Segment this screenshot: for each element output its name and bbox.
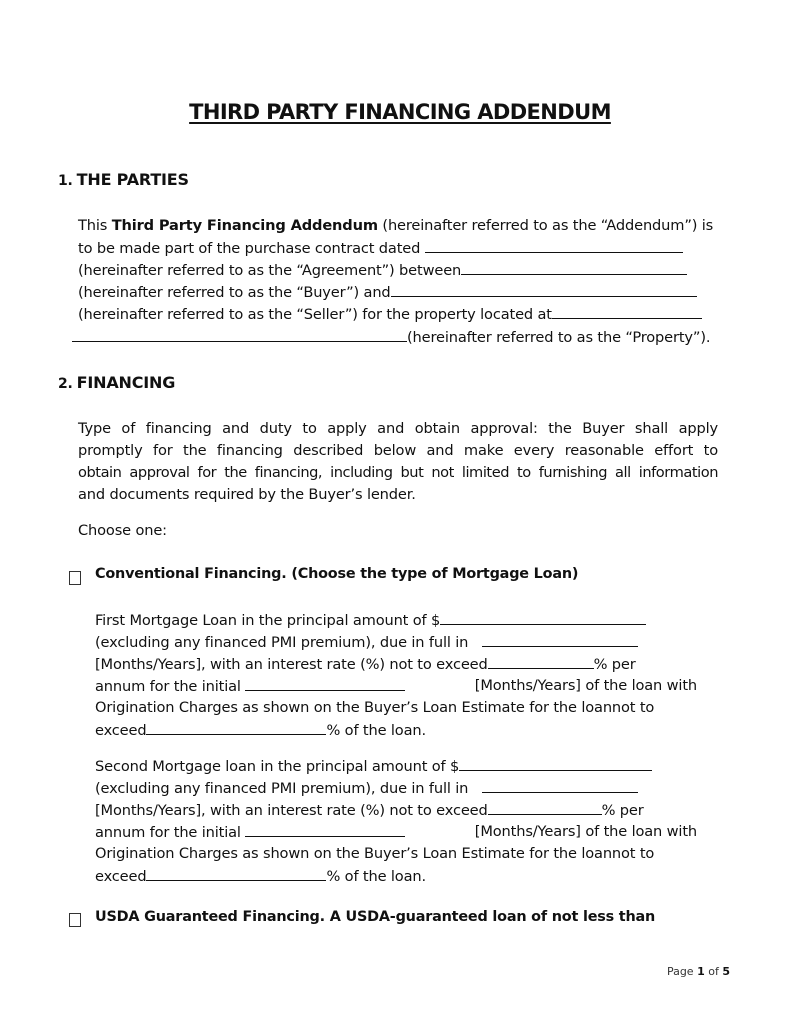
conventional-financing-heading: Conventional Financing. (Choose the type of Mortgage Loan) (95, 566, 579, 582)
parties-line-4: (hereinafter referred to as the “Buyer”) and (78, 281, 697, 304)
first-loan-interest-field[interactable] (488, 653, 594, 669)
second-loan-line-4: annum for the initial [Months/Years] of the loan with (95, 823, 697, 841)
parties-line-6: (hereinafter referred to as the “Property”). (72, 326, 710, 349)
property-address-field[interactable] (552, 303, 702, 319)
first-loan-line-6: exceed % of the loan. (95, 719, 426, 742)
first-loan-line-1: First Mortgage Loan in the principal amount of $ (95, 609, 646, 632)
section-number: 2. (58, 376, 73, 392)
property-address-continued-field[interactable] (72, 326, 407, 342)
section-heading-parties: 1. THE PARTIES (58, 170, 189, 189)
parties-line-1: This Third Party Financing Addendum (hereinafter referred to as the “Addendum”) is (78, 217, 714, 234)
second-loan-origination-field[interactable] (146, 865, 326, 881)
financing-paragraph-line: Type of financing and duty to apply and obtain approval: the Buyer shall apply (78, 420, 718, 437)
usda-financing-heading: USDA Guaranteed Financing. A USDA-guaranteed loan of not less than (95, 909, 656, 925)
financing-paragraph-line: obtain approval for the financing, including but not limited to furnishing all information (78, 464, 718, 481)
document-title: THIRD PARTY FINANCING ADDENDUM (189, 100, 611, 124)
choose-one-label: Choose one: (78, 522, 167, 539)
second-loan-line-1: Second Mortgage loan in the principal amount of $ (95, 755, 652, 778)
financing-paragraph-line: and documents required by the Buyer’s lender. (78, 486, 416, 503)
page-footer: Page 1 of 5 (666, 965, 730, 978)
first-loan-line-5: Origination Charges as shown on the Buyer’s Loan Estimate for the loannot to (95, 699, 655, 716)
parties-line-3: (hereinafter referred to as the “Agreement”) between (78, 259, 687, 282)
second-loan-line-2: (excluding any financed PMI premium), due in full in (95, 777, 638, 800)
second-loan-initial-period-field[interactable] (245, 821, 405, 837)
first-loan-line-2: (excluding any financed PMI premium), due in full in (95, 631, 638, 654)
first-loan-term-field[interactable] (482, 631, 638, 647)
second-loan-term-field[interactable] (482, 777, 638, 793)
first-loan-origination-field[interactable] (146, 719, 326, 735)
first-loan-line-3: [Months/Years], with an interest rate (%) not to exceed % per (95, 653, 636, 676)
usda-financing-checkbox[interactable] (69, 913, 81, 927)
section-heading-financing: 2. FINANCING (58, 373, 176, 392)
seller-name-field[interactable] (391, 281, 697, 297)
first-loan-initial-period-field[interactable] (245, 675, 405, 691)
parties-line-5: (hereinafter referred to as the “Seller”) for the property located at (78, 303, 702, 326)
buyer-name-field[interactable] (461, 259, 687, 275)
contract-date-field[interactable] (425, 237, 683, 253)
second-loan-line-5: Origination Charges as shown on the Buyer’s Loan Estimate for the loannot to (95, 845, 655, 862)
financing-paragraph-line: promptly for the financing described below and make every reasonable effort to (78, 442, 718, 459)
section-number: 1. (58, 173, 73, 189)
first-loan-amount-field[interactable] (440, 609, 646, 625)
parties-line-2: to be made part of the purchase contract dated (78, 237, 683, 260)
conventional-financing-checkbox[interactable] (69, 571, 81, 585)
second-loan-interest-field[interactable] (488, 799, 602, 815)
second-loan-line-6: exceed % of the loan. (95, 865, 426, 888)
second-loan-amount-field[interactable] (459, 755, 652, 771)
second-loan-line-3: [Months/Years], with an interest rate (%) not to exceed % per (95, 799, 644, 822)
first-loan-line-4: annum for the initial [Months/Years] of the loan with (95, 677, 697, 695)
